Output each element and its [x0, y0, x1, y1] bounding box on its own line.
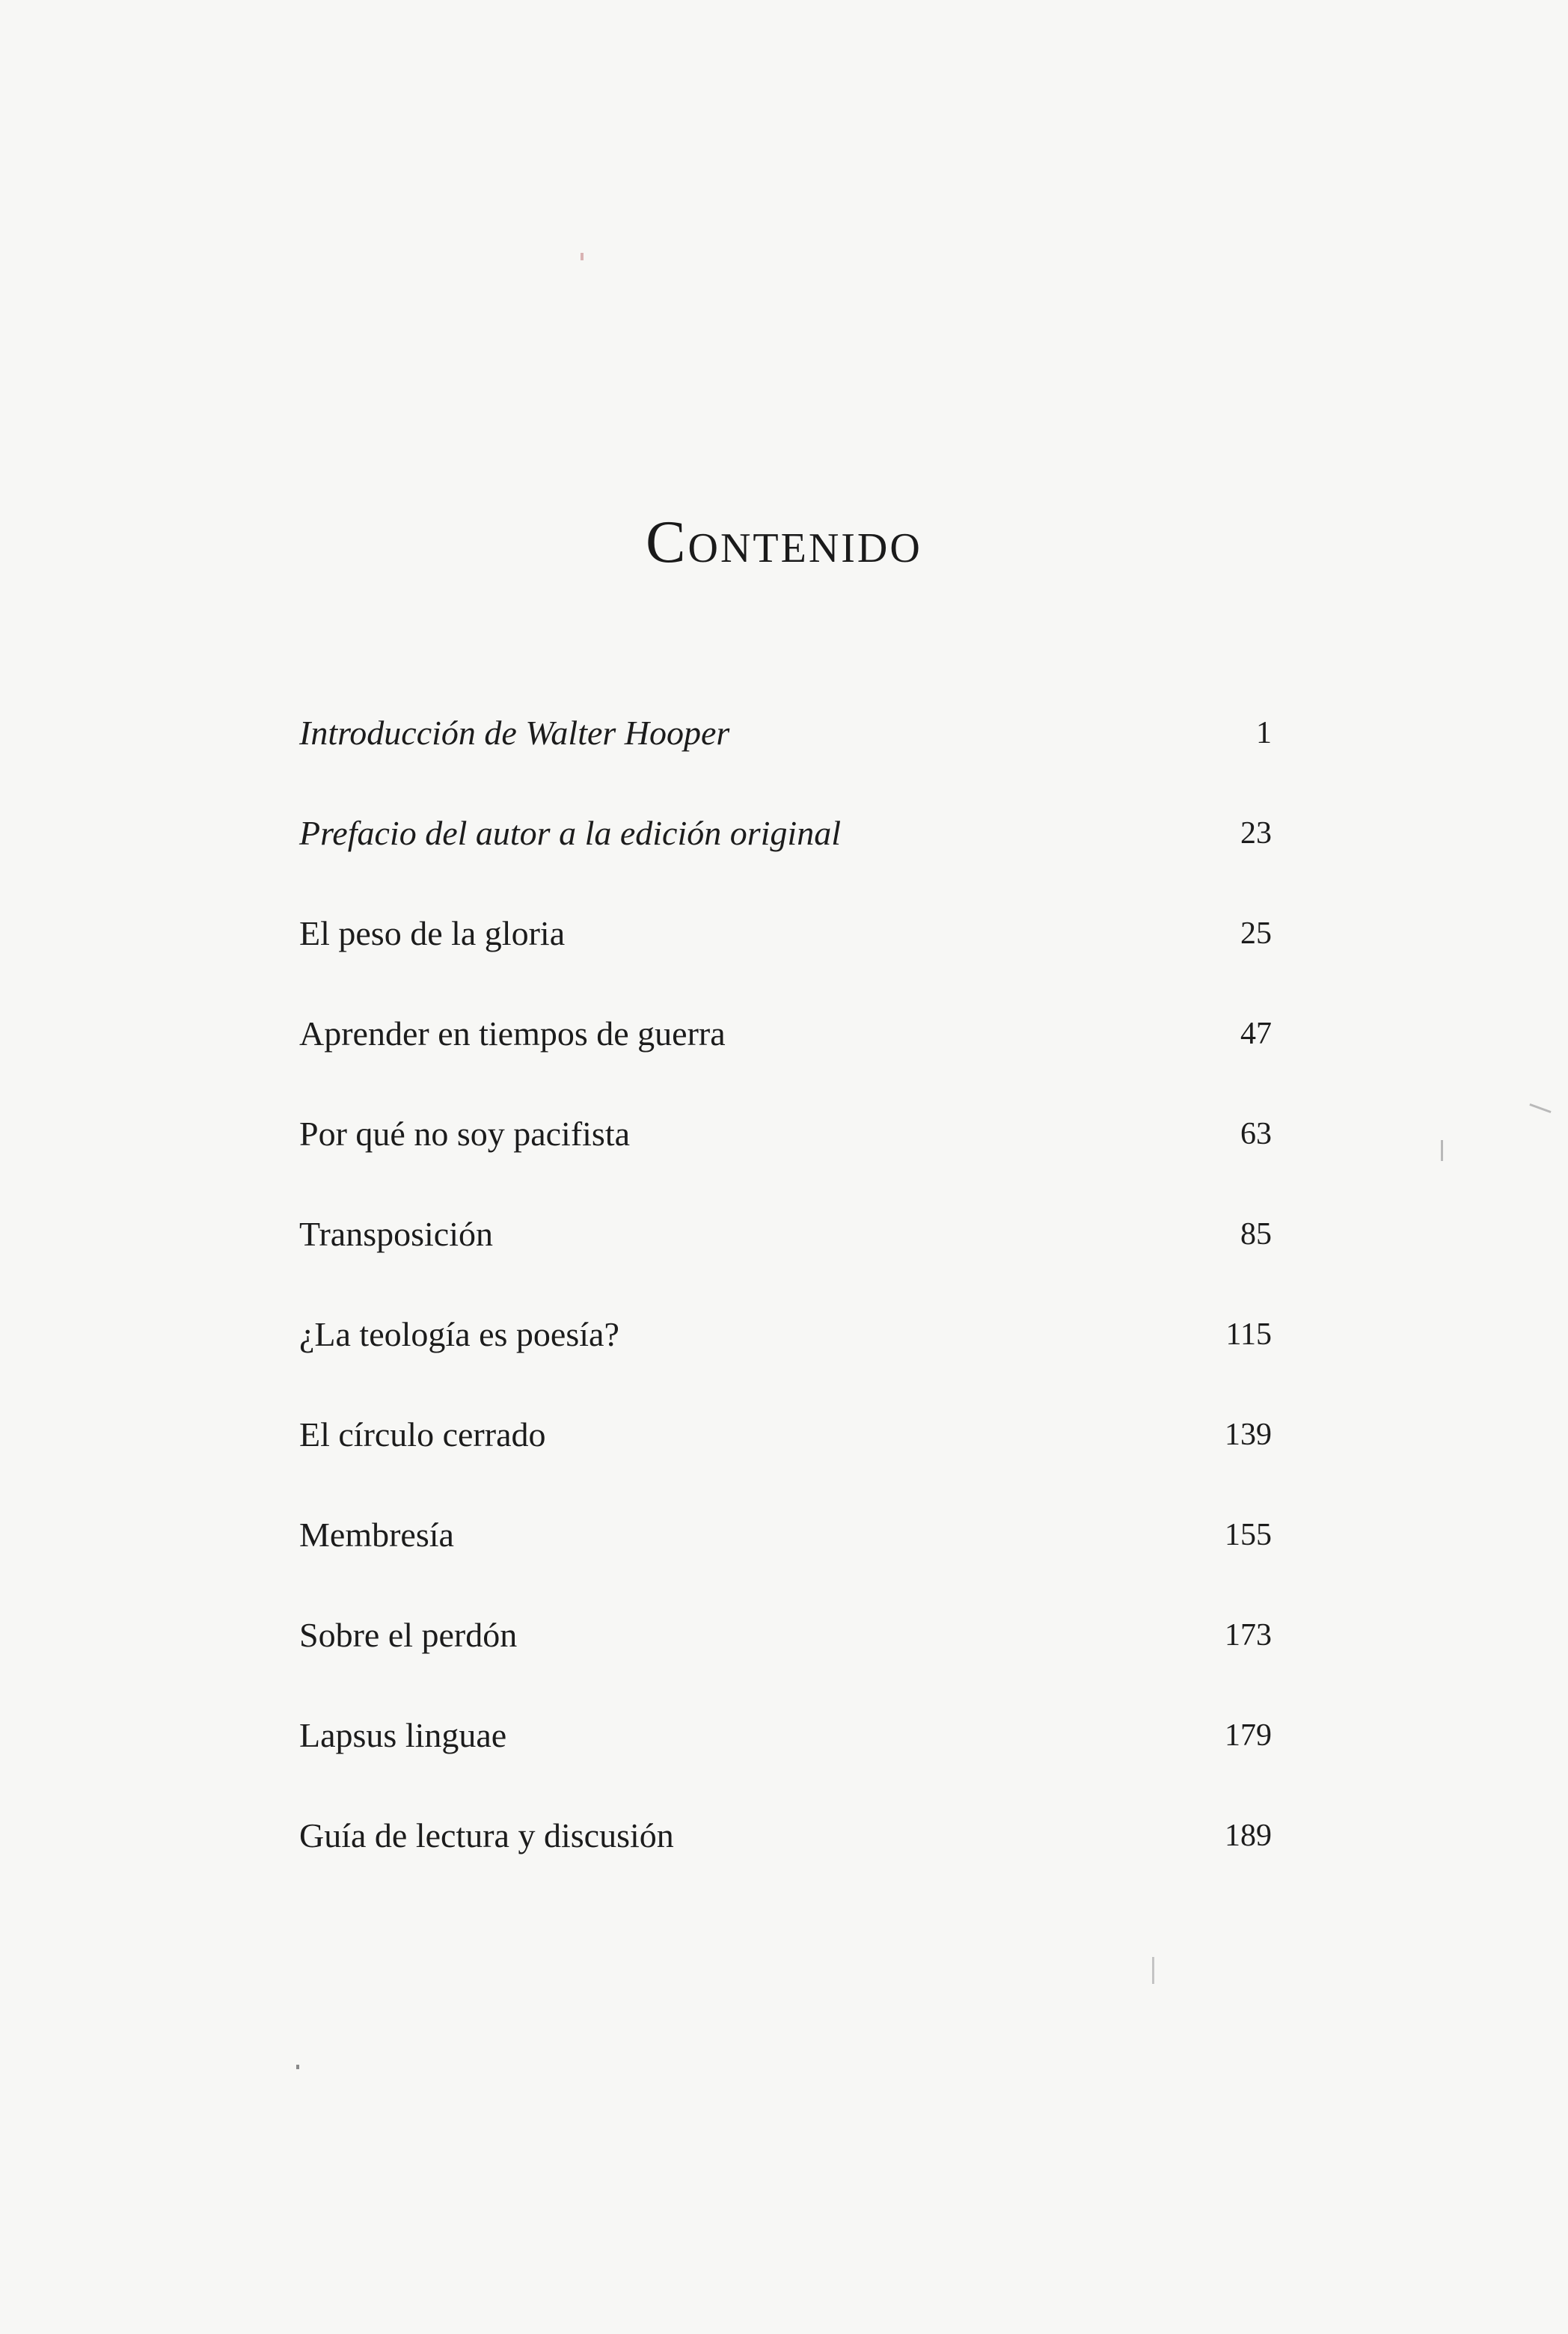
toc-entry [299, 911, 1272, 1011]
toc-entry [299, 1613, 1272, 1713]
toc-entry-title: Lapsus linguae [299, 1716, 507, 1754]
toc-entry-title: El peso de la gloria [299, 914, 566, 952]
toc-entry-page-number: 23 [1240, 816, 1272, 851]
paper-speck [296, 2065, 299, 2069]
toc-entry-page-number: 63 [1240, 1117, 1272, 1151]
paper-speck [1529, 1103, 1551, 1113]
paper-speck [581, 253, 584, 260]
toc-entry-page-number: 155 [1225, 1518, 1272, 1552]
paper-speck [1441, 1140, 1443, 1161]
toc-entry-title: El círculo cerrado [299, 1415, 546, 1454]
toc-entry-page-number: 189 [1225, 1819, 1272, 1853]
toc-entry-title: ¿La teología es poesía? [299, 1315, 619, 1353]
toc-entry-page-number: 47 [1240, 1017, 1272, 1051]
toc-entry-title: Introducción de Walter Hooper [299, 714, 730, 752]
toc-entry-page-number: 115 [1225, 1317, 1272, 1352]
toc-entry [299, 1713, 1272, 1813]
toc-entry [299, 1011, 1272, 1112]
toc-entry [299, 711, 1272, 811]
page-title: Contenido [646, 509, 922, 575]
toc-entry-title: Membresía [299, 1516, 454, 1554]
toc-entry-page-number: 139 [1225, 1418, 1272, 1452]
toc-entry [299, 1212, 1272, 1312]
toc-entry-page-number: 1 [1256, 716, 1272, 750]
toc-entry [299, 1813, 1272, 1914]
toc-entry [299, 811, 1272, 911]
toc-entry-page-number: 85 [1240, 1217, 1272, 1252]
toc-entry [299, 1112, 1272, 1212]
toc-entry [299, 1513, 1272, 1613]
toc-entry-title: Prefacio del autor a la edición original [299, 814, 841, 852]
toc-entry-page-number: 25 [1240, 916, 1272, 951]
toc-entry-title: Transposición [299, 1215, 493, 1253]
toc-entry [299, 1312, 1272, 1412]
toc-entry-title: Aprender en tiempos de guerra [299, 1014, 726, 1053]
toc-entry-title: Por qué no soy pacifista [299, 1115, 631, 1153]
toc-entry-title: Sobre el perdón [299, 1616, 518, 1654]
toc-entry-title: Guía de lectura y discusión [299, 1816, 674, 1854]
paper-speck [1152, 1957, 1154, 1984]
toc-entry-page-number: 179 [1225, 1718, 1272, 1753]
toc-entry [299, 1412, 1272, 1513]
table-of-contents [299, 711, 1272, 1914]
toc-entry-page-number: 173 [1225, 1618, 1272, 1653]
